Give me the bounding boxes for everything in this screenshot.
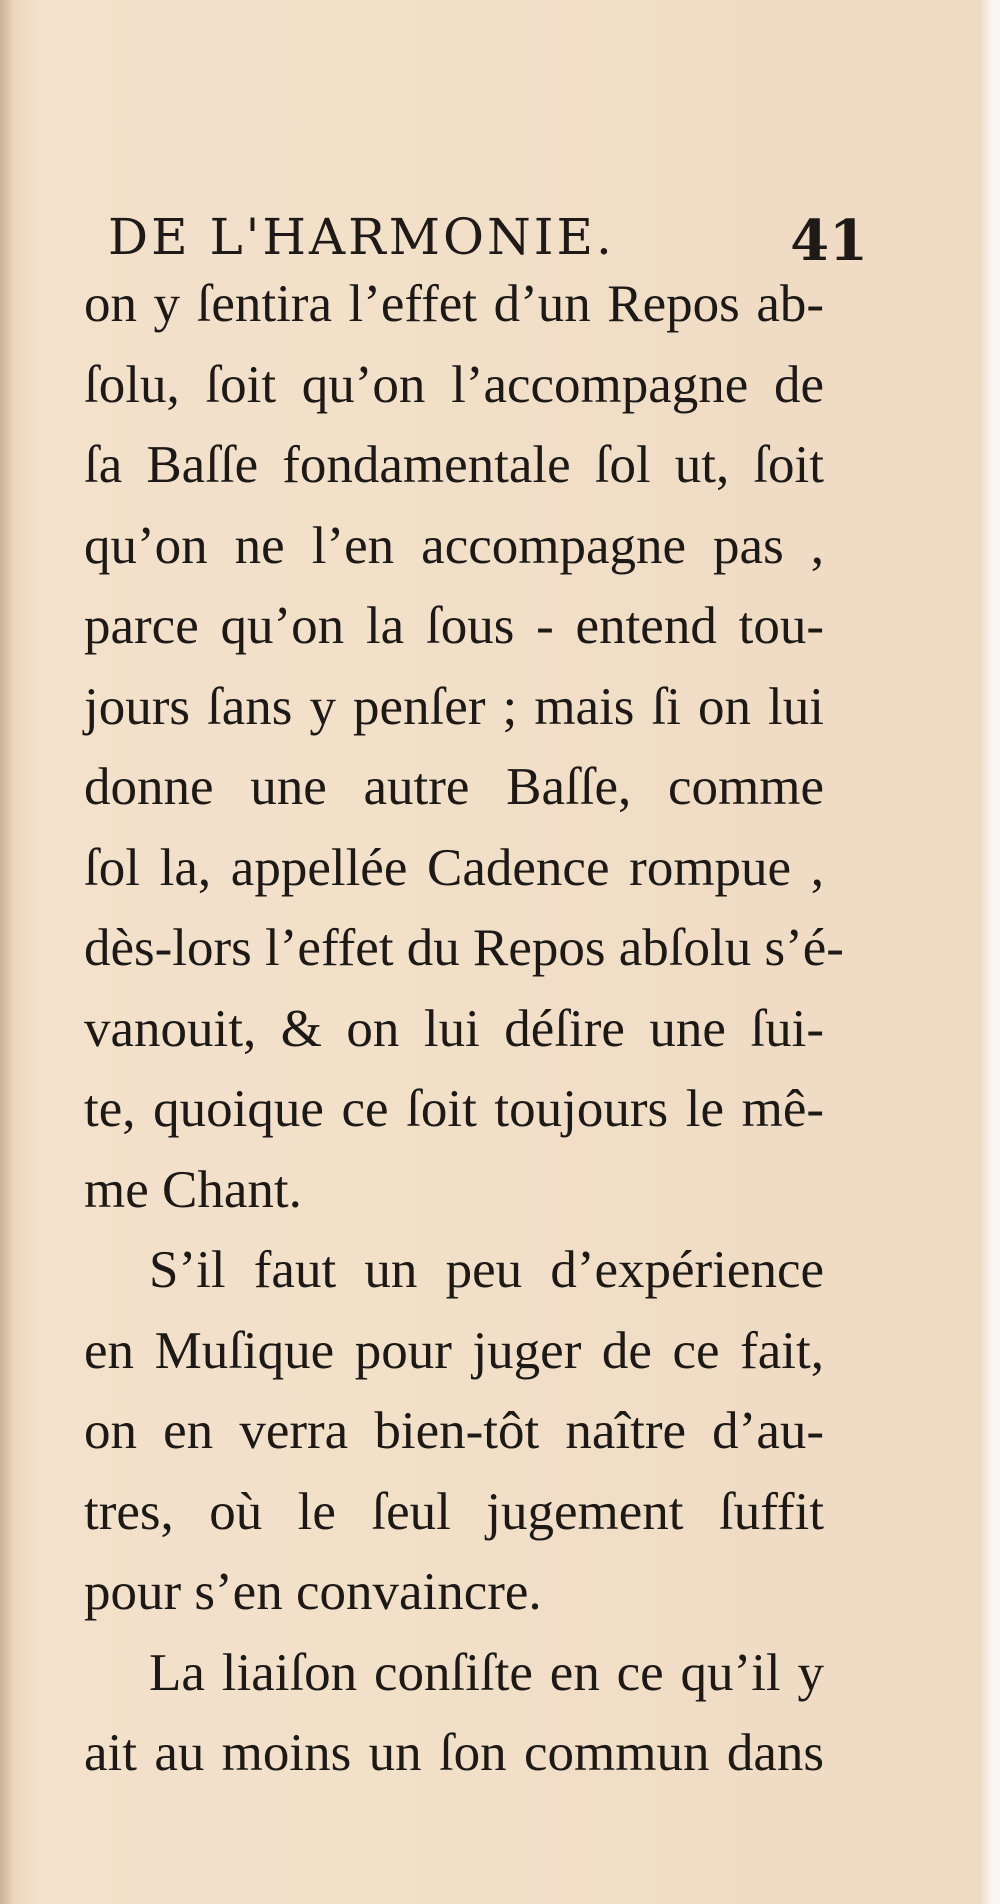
text-line: on y ſentira l’effet d’un Repos ab- bbox=[84, 275, 824, 333]
text-line: pour s’en convaincre. bbox=[84, 1563, 542, 1621]
text-line: ſol la, appellée Cadence rompue , bbox=[84, 838, 824, 897]
text-line: vanouit, & on lui déſire une ſui- bbox=[84, 999, 824, 1058]
body-text bbox=[84, 264, 844, 1794]
text-line: ſa Baſſe fondamentale ſol ut, ſoit bbox=[84, 436, 824, 494]
page-right-edge bbox=[992, 0, 1000, 1904]
text-line: ait au moins un ſon commun dans bbox=[84, 1724, 824, 1782]
text-line: on en verra bien-tôt naître d’au- bbox=[84, 1402, 824, 1460]
text-line: tres, où le ſeul jugement ſuffit bbox=[84, 1482, 824, 1541]
text-line: jours ſans y penſer ; mais ſi on lui bbox=[84, 677, 824, 736]
text-line: te, quoique ce ſoit toujours le mê- bbox=[84, 1080, 824, 1138]
text-line: qu’on ne l’en accompagne pas , bbox=[84, 516, 824, 575]
page-gutter-shadow bbox=[0, 0, 14, 1904]
text-line: dès-lors l’effet du Repos abſolu s’é- bbox=[84, 919, 844, 977]
page-number: 41 bbox=[790, 208, 868, 274]
text-line: parce qu’on la ſous - entend tou- bbox=[84, 597, 824, 655]
text-line: en Muſique pour juger de ce fait, bbox=[84, 1321, 824, 1380]
text-line: ſolu, ſoit qu’on l’accompagne de bbox=[84, 355, 824, 414]
text-line: donne une autre Baſſe, comme bbox=[84, 758, 824, 816]
text-line: La liaiſon conſiſte en ce qu’il y bbox=[149, 1643, 824, 1702]
text-line: me Chant. bbox=[84, 1160, 302, 1219]
running-title: DE L'HARMONIE. bbox=[108, 208, 615, 266]
text-line: S’il faut un peu d’expérience bbox=[149, 1241, 824, 1299]
